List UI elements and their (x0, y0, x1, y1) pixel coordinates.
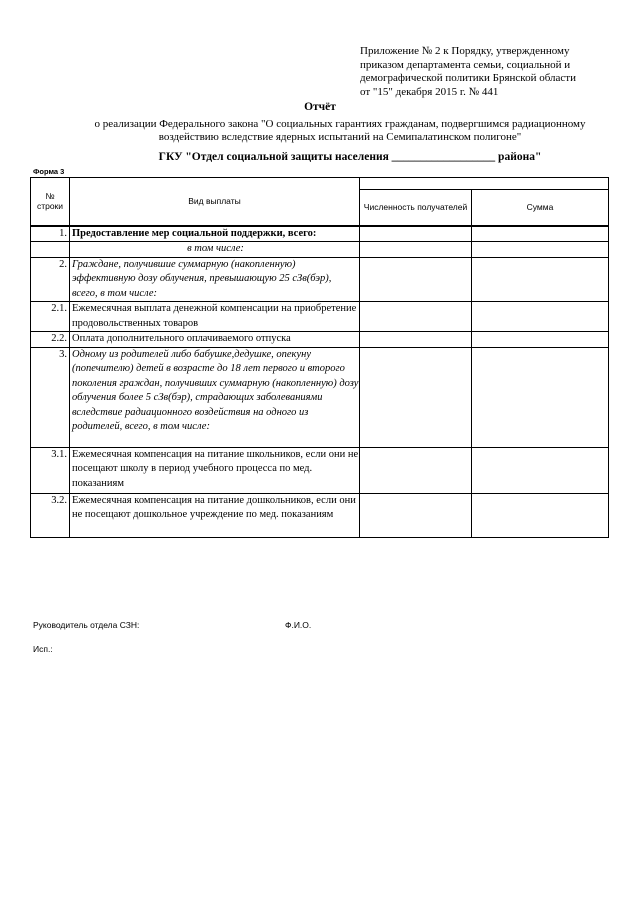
fio-label: Ф.И.О. (285, 620, 312, 630)
count-cell[interactable] (360, 332, 472, 348)
count-cell[interactable] (360, 447, 472, 493)
row-text: Ежемесячная компенсация на питание школьников, если они не посещают школу в период учебного процесса по мед. показаниям (70, 447, 360, 493)
row-text: Оплата дополнительного оплачиваемого отпуска (70, 332, 360, 348)
approval-line: приказом департамента семьи, социальной и (360, 58, 571, 71)
count-cell[interactable] (360, 347, 472, 447)
header-sum: Сумма (472, 190, 609, 226)
row-number: 3.1. (31, 447, 70, 493)
row-text: Предоставление мер социальной поддержки, всего: (70, 226, 360, 242)
subtitle-line: о реализации Федерального закона "О социальных гарантиях гражданам, подвергшимся радиационному (94, 118, 586, 130)
row-number: 2.1. (31, 302, 70, 332)
row-number: 3.2. (31, 493, 70, 537)
report-subtitle (70, 118, 610, 144)
sum-cell[interactable] (472, 332, 609, 348)
count-cell[interactable] (360, 302, 472, 332)
sum-cell[interactable] (472, 447, 609, 493)
row-text: в том числе: (70, 242, 360, 258)
row-number: 1. (31, 226, 70, 242)
approval-line: демографической политики Брянской области (360, 72, 576, 84)
form-label: Форма 3 (33, 167, 65, 176)
approval-line: от "15" декабря 2015 г. № 441 (360, 85, 499, 98)
sum-cell[interactable] (472, 242, 609, 258)
header-group (360, 178, 609, 190)
approval-block (360, 45, 620, 99)
head-signature-label: Руководитель отдела СЗН: (33, 620, 140, 630)
approval-line: Приложение № 2 к Порядку, утвержденному (360, 45, 570, 57)
table-row (31, 242, 609, 258)
row-text: Граждане, получившие суммарную (накопленную) эффективную дозу облучения, превышающую 25 сЗв(бэр), всего, в том числе: (70, 257, 360, 302)
count-cell[interactable] (360, 242, 472, 258)
sum-cell[interactable] (472, 257, 609, 302)
table-header-row (31, 178, 609, 190)
sum-cell[interactable] (472, 302, 609, 332)
count-cell[interactable] (360, 493, 472, 537)
report-table (30, 177, 609, 538)
table-row (31, 493, 609, 537)
row-number: 2. (31, 257, 70, 302)
row-text: Ежемесячная выплата денежной компенсации на приобретение продовольственных товаров (70, 302, 360, 332)
count-cell[interactable] (360, 257, 472, 302)
subtitle-line: воздействию вследствие ядерных испытаний на Семипалатинском полигоне" (158, 131, 522, 143)
sum-cell[interactable] (472, 493, 609, 537)
header-number: № строки (31, 178, 70, 226)
count-cell[interactable] (360, 226, 472, 242)
executor-label: Исп.: (33, 644, 53, 654)
report-title: Отчёт (304, 101, 336, 113)
table-row (31, 226, 609, 242)
row-number (31, 242, 70, 258)
table-row (31, 257, 609, 302)
table-row (31, 332, 609, 348)
row-number: 3. (31, 347, 70, 447)
header-count: Численность получателей (360, 190, 472, 226)
table-row (31, 347, 609, 447)
header-payment-type: Вид выплаты (70, 178, 360, 226)
table-row (31, 302, 609, 332)
sum-cell[interactable] (472, 347, 609, 447)
row-text: Одному из родителей либо бабушке,дедушке, опекуну (попечителю) детей в возрасте до 18 лет первого и второго поколения граждан, получивших суммарную (накопленную) дозу облучения более 5 сЗв(бэр), страдающих заболеваниями вследствие радиационного воздействия на одного из родителей, всего, в том числе: (70, 347, 360, 447)
table-row (31, 447, 609, 493)
row-text: Ежемесячная компенсация на питание дошкольников, если они не посещают дошкольное учреждение по мед. показаниям (70, 493, 360, 537)
row-number: 2.2. (31, 332, 70, 348)
sum-cell[interactable] (472, 226, 609, 242)
organization-name: ГКУ "Отдел социальной защиты населения __________________ района" (158, 151, 542, 163)
